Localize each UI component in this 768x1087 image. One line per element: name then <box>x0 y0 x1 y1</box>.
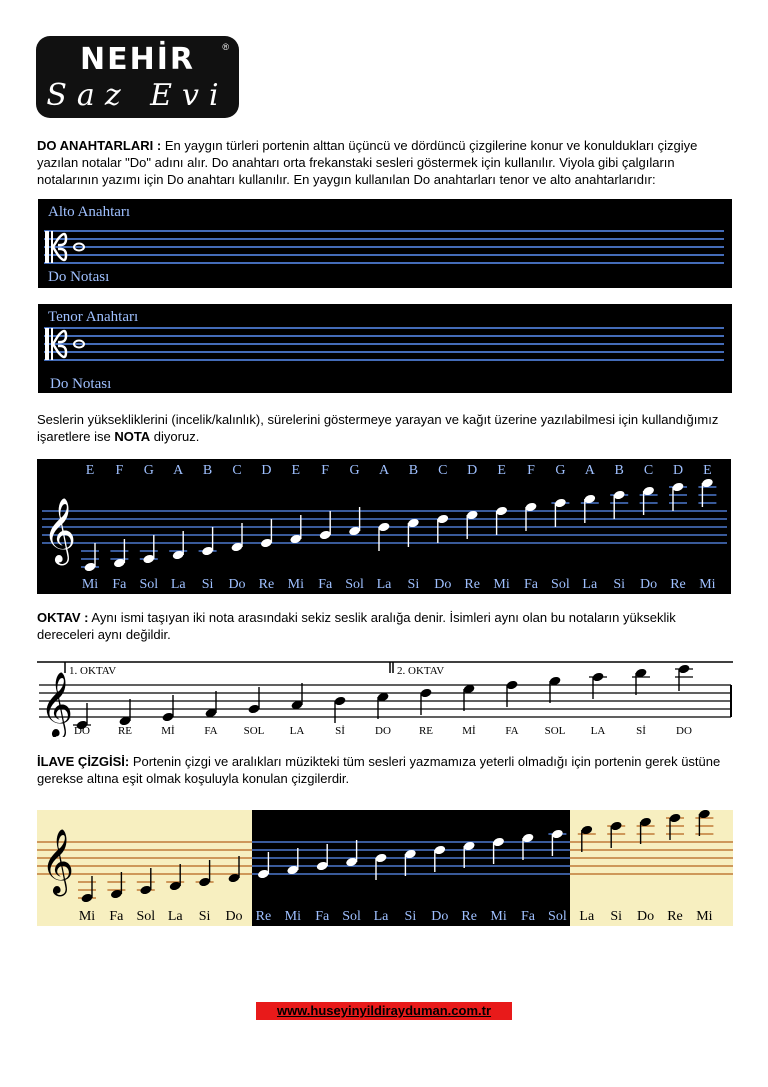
note-name: Do <box>434 577 452 592</box>
note-letter: A <box>584 463 595 478</box>
nota-paragraph <box>37 411 731 445</box>
note-name: La <box>170 577 186 592</box>
octave-note-name: LA <box>590 725 606 737</box>
alto-clef-panel <box>38 199 732 288</box>
note-letter: G <box>349 463 360 478</box>
do-clef-paragraph <box>37 137 731 188</box>
note-letter: A <box>378 463 390 478</box>
do-clef-body: En yaygın türleri portenin alttan üçüncü ve dördüncü çizgilerine konur ve konuldukları çizgiye yazılan notalar "Do" adını alır. Do anahtarı orta frekanstaki sesleri göstermek için kullanılır. Viyola gibi çalgıların notalarının yazımı için Do anahtarı kullanılır. En yaygın kullanılan Do anahtarları tenor ve alto anahtarlarıdır: <box>37 138 698 187</box>
treble-clef-icon: 𝄞 <box>41 831 75 893</box>
logo-brand-text: NEHİR <box>80 42 195 77</box>
note-name: Do <box>640 577 658 592</box>
octave-note-name: DO <box>74 725 90 737</box>
note-name: Re <box>670 577 686 592</box>
alto-do-label: Do Notası <box>48 269 110 285</box>
note-name: Do <box>228 577 246 592</box>
ledger-note-name: Re <box>667 909 683 924</box>
note-letter: F <box>527 463 535 478</box>
ledger-lines-chart <box>37 810 733 926</box>
octave-note-name: SOL <box>243 725 265 737</box>
ledger-note-name: Do <box>225 909 243 924</box>
note-letter: D <box>261 463 272 478</box>
octave-note-name: RE <box>418 725 434 737</box>
octave-note-name: SOL <box>544 725 566 737</box>
ledger-lines-staff <box>37 810 733 926</box>
ledger-note-name: La <box>579 909 595 924</box>
ledger-note-name: La <box>167 909 183 924</box>
octave-chart <box>37 661 733 737</box>
note-name: Si <box>407 577 420 592</box>
ledger-note-name: Mi <box>696 909 713 924</box>
ledger-note-name: Sol <box>548 909 567 924</box>
nota-body-pre: Seslerin yüksekliklerini (incelik/kalınlık), sürelerini göstermeye yarayan ve kağıt üzerine yazılabilmesi için kullandığımız işaretlere ise <box>37 412 719 444</box>
ledger-body: Portenin çizgi ve aralıkları müzikteki tüm sesleri yazmamıza yeterli olmadığı için portenin gerek üstüne gerekse altına eşit olmak koşuluyla konulan çizgilerdir. <box>37 754 721 786</box>
note-name: Re <box>258 577 275 592</box>
octave-paragraph <box>37 609 731 643</box>
note-letter: E <box>703 463 712 478</box>
ledger-note-name: Mi <box>78 909 96 924</box>
ledger-note-name: Re <box>255 909 272 924</box>
treble-clef-icon: 𝄞 <box>40 674 74 736</box>
octave-body: Aynı ismi taşıyan iki nota arasındaki sekiz seslik aralığa denir. İsimleri aynı olan bu notaların yükseklik dereceleri aynı değildir. <box>37 610 676 642</box>
note-letter: E <box>85 463 95 478</box>
ledger-note-name: Sol <box>342 909 361 924</box>
ledger-note-name: Fa <box>109 909 124 924</box>
note-name: Mi <box>699 577 716 592</box>
octave-note-name: Sİ <box>335 725 345 737</box>
note-name: La <box>582 577 598 592</box>
note-letter: F <box>115 463 124 478</box>
logo-subtitle: Saz Evi <box>46 78 229 113</box>
ledger-note-name: Fa <box>521 909 535 924</box>
alto-clef-staff <box>38 199 732 288</box>
note-letter: G <box>143 463 154 478</box>
ledger-note-name: Mi <box>490 909 507 924</box>
octave-note-name: LA <box>289 725 305 737</box>
ledger-note-name: Si <box>198 909 211 924</box>
note-name: Fa <box>318 577 333 592</box>
note-letter: A <box>173 463 184 478</box>
tenor-do-label: Do Notası <box>50 376 112 392</box>
website-link[interactable]: www.huseyinyildirayduman.com.tr <box>256 1002 512 1020</box>
ledger-note-name: Re <box>461 909 477 924</box>
octave-heading: OKTAV : <box>37 610 89 625</box>
note-names-staff <box>37 459 731 594</box>
note-names-chart <box>37 459 731 594</box>
note-letter: F <box>321 463 330 478</box>
nota-bold: NOTA <box>114 429 151 444</box>
ledger-note-name: Si <box>404 909 417 924</box>
note-name: Mi <box>493 577 510 592</box>
note-name: Fa <box>112 577 127 592</box>
note-name: Mi <box>81 577 99 592</box>
note-letter: C <box>643 463 654 478</box>
octave-note-name: Mİ <box>462 725 476 737</box>
octave-staff <box>37 661 733 737</box>
note-letter: G <box>555 463 566 478</box>
logo-registered-mark: ® <box>222 42 229 52</box>
ledger-note-name: Sol <box>136 909 156 924</box>
treble-clef-icon: 𝄞 <box>43 500 77 562</box>
ledger-note-name: Mi <box>284 909 301 924</box>
nota-body-post: diyoruz. <box>150 429 200 444</box>
note-name: Sol <box>345 577 364 592</box>
note-letter: C <box>438 463 448 478</box>
note-name: Si <box>613 577 626 592</box>
ledger-note-name: Si <box>610 909 623 924</box>
note-letter: B <box>614 463 624 478</box>
octave-note-name: DO <box>375 725 391 737</box>
tenor-clef-panel <box>38 304 732 393</box>
do-clef-heading: DO ANAHTARLARI : <box>37 138 162 153</box>
note-name: La <box>376 577 392 592</box>
alto-clef-title: Alto Anahtarı <box>48 204 131 220</box>
octave-note-name: FA <box>505 725 519 737</box>
octave-note-name: RE <box>117 725 133 737</box>
note-letter: D <box>672 463 684 478</box>
brand-logo <box>36 36 239 118</box>
ledger-note-name: La <box>373 909 389 924</box>
octave-note-name: Sİ <box>636 725 646 737</box>
note-name: Si <box>201 577 214 592</box>
tenor-clef-staff <box>38 304 732 393</box>
ledger-heading: İLAVE ÇİZGİSİ: <box>37 754 130 769</box>
note-letter: C <box>232 463 242 478</box>
octave-label-2: 2. OKTAV <box>397 665 445 677</box>
note-name: Mi <box>287 577 304 592</box>
octave-note-name: Mİ <box>161 725 175 737</box>
note-letter: E <box>291 463 301 478</box>
octave-note-name: DO <box>676 725 692 737</box>
note-letter: D <box>467 463 478 478</box>
ledger-note-name: Do <box>431 909 449 924</box>
note-letter: B <box>408 463 419 478</box>
ledger-note-name: Fa <box>315 909 330 924</box>
note-name: Re <box>464 577 480 592</box>
tenor-clef-title: Tenor Anahtarı <box>48 309 139 325</box>
octave-note-name: FA <box>204 725 218 737</box>
ledger-note-name: Do <box>637 909 655 924</box>
note-name: Sol <box>139 577 159 592</box>
note-letter: E <box>497 463 506 478</box>
note-name: Sol <box>551 577 570 592</box>
note-letter: B <box>202 463 213 478</box>
octave-label-1: 1. OKTAV <box>69 665 117 677</box>
ledger-paragraph <box>37 753 731 787</box>
note-name: Fa <box>524 577 538 592</box>
